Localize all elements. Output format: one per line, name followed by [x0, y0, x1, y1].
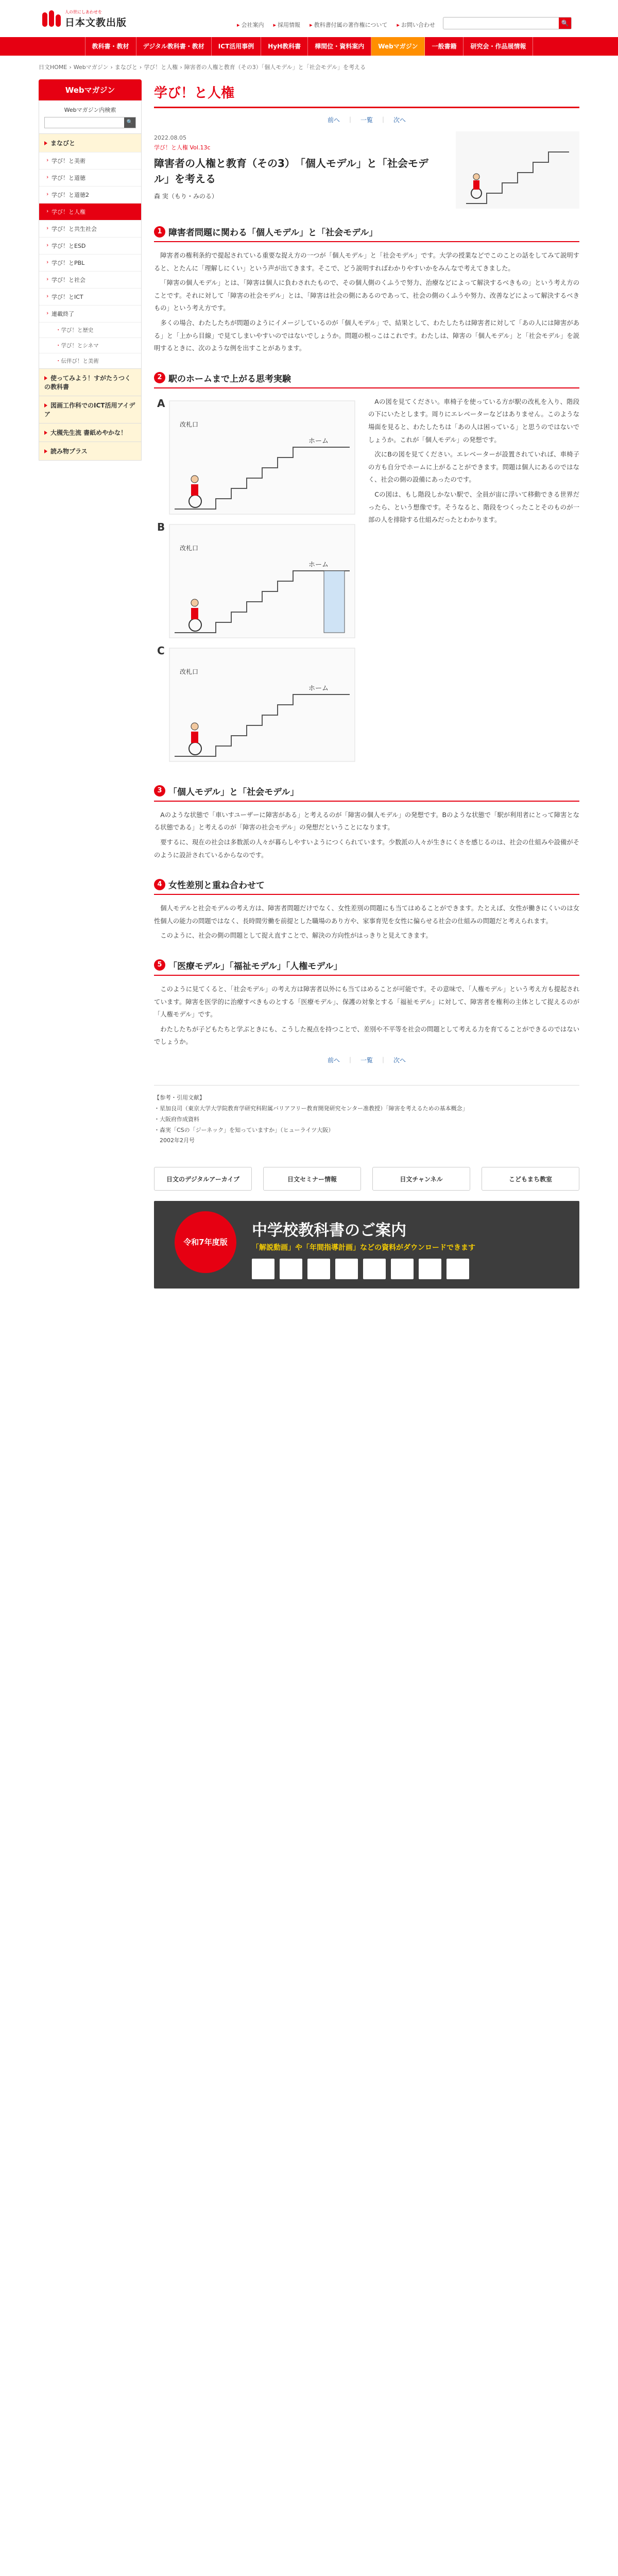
section-number: 2	[154, 372, 165, 383]
pager-next-link[interactable]: 次へ	[393, 1056, 406, 1064]
pager-list-link[interactable]: 一覧	[360, 116, 373, 124]
section-title: 駅のホームまで上がる思考実験	[168, 374, 291, 384]
sidebar-subitem[interactable]: ・ 伝伴び！と美術	[39, 353, 141, 368]
svg-text:改札口: 改札口	[180, 668, 199, 675]
header-link[interactable]: ▸ 会社案内	[237, 21, 264, 29]
textbook-badge: 令和7年度版	[175, 1211, 236, 1273]
article-title: 学び！と人権	[154, 79, 579, 108]
references-title: 【参考・引用文献】	[154, 1094, 205, 1101]
nav-item[interactable]: ICT活用事例	[212, 37, 261, 56]
breadcrumb-separator: ›	[110, 64, 113, 71]
sidebar-item[interactable]: › 学び！と美術	[39, 152, 141, 169]
article-series-link[interactable]: 学び！と人権 Vol.13c	[154, 144, 211, 151]
sidebar-search	[39, 100, 141, 133]
breadcrumb-separator: ›	[139, 64, 142, 71]
section-heading	[154, 785, 579, 802]
paragraph: このように、社会の側の問題として捉え直すことで、解決の方向性がはっきりと見えてきます。	[160, 932, 432, 940]
breadcrumb-item[interactable]: まなびと	[114, 64, 138, 71]
section-number: 4	[154, 879, 165, 890]
sidebar-item[interactable]: › 学び！と道徳	[39, 169, 141, 186]
article	[154, 79, 579, 1330]
breadcrumb-item: 障害者の人権と教育（その3）「個人モデル」と「社会モデル」を考える	[184, 64, 366, 71]
sidebar-category[interactable]: 図画工作科でのICT活用アイデア	[39, 396, 141, 423]
banner-seminar[interactable]: 日文セミナー情報	[263, 1167, 361, 1191]
article-author: 森 実（もり・みのる）	[154, 193, 218, 200]
header-link[interactable]: ▸ 教科書付属の著作権について	[310, 21, 387, 29]
article-pager-top: 前へ ｜ 一覧 ｜ 次へ	[327, 116, 406, 124]
section-heading	[154, 959, 579, 976]
paragraph: Cの図は、もし階段しかない駅で、全員が宙に浮いて移動できる世界だったら、という想像です。そうなると、階段をつくったことそのものが一部の人を排除する仕組みだったとわかります。	[368, 490, 579, 524]
site-header	[0, 0, 618, 37]
paragraph: 多くの場合、わたしたちが問題のようにイメージしているのが「個人モデル」で、結果として、わたしたちは障害者に対して「あの人には障害がある」と「上から目線」で見てしまいやすいのではないでしょうか。問題の根っこはこれです。わたしは、障害の「個人モデル」と「社会モデル」を説明するときに、次のような例を出すことがあります。	[154, 319, 579, 352]
site-logo[interactable]	[42, 9, 127, 29]
station-figure	[154, 396, 360, 767]
sidebar-item[interactable]: › 連載終了	[39, 305, 141, 322]
sidebar-title: Webマガジン	[39, 79, 142, 100]
nav-item[interactable]: デジタル教科書・教材	[136, 37, 212, 56]
section-number: 5	[154, 959, 165, 971]
sidebar-item[interactable]: › 学び！と共生社会	[39, 220, 141, 237]
logo-mark-icon	[42, 10, 62, 28]
breadcrumb-item[interactable]: 日文HOME	[39, 64, 67, 71]
article-pager-bottom: 前へ ｜ 一覧 ｜ 次へ	[327, 1056, 406, 1064]
nav-item[interactable]: 樺間位・資料案内	[308, 37, 371, 56]
breadcrumb-item[interactable]: 学び！と人権	[144, 64, 178, 71]
header-link[interactable]: ▸ 採用情報	[273, 21, 301, 29]
sidebar-search-input[interactable]	[45, 117, 124, 128]
nav-item[interactable]: Webマガジン	[371, 37, 425, 56]
banner-kids[interactable]: こどもまち教室	[482, 1167, 579, 1191]
pager-prev-link[interactable]: 前へ	[327, 1056, 340, 1064]
paragraph: このように見てくると、「社会モデル」の考え方は障害者以外にも当てはめることが可能です。その意味で、「人権モデル」という考え方も提起されています。障害を医学的に治療すべきものとする「医療モデル」、保護の対象とする「福祉モデル」に対して、障害者を権利の主体として捉えるのが「人権モデル」です。	[154, 985, 579, 1019]
pager-next-link[interactable]: 次へ	[393, 116, 406, 124]
svg-text:改札口: 改札口	[180, 420, 199, 428]
reference-item: 2002年2月号	[154, 1137, 195, 1144]
main-nav	[0, 37, 618, 56]
header-links	[237, 21, 435, 29]
paragraph: Aのような状態で「車いすユーザーに障害がある」と考えるのが「障害の個人モデル」の発想です。Bのような状態で「駅が利用者にとって障害となる状態である」と考えるのが「障害の社会モデル」の発想だということになります。	[154, 811, 579, 832]
sidebar-item[interactable]: › 学び！とESD	[39, 237, 141, 254]
nav-item[interactable]: 教科書・教材	[85, 37, 136, 56]
stairs-illustration	[456, 131, 579, 209]
site-search-input[interactable]	[443, 18, 559, 29]
logo-tagline: 人の世にしあわせを	[65, 10, 102, 14]
svg-text:ホーム: ホーム	[308, 437, 329, 445]
sidebar	[39, 79, 142, 1330]
section-title: 障害者問題に関わる「個人モデル」と「社会モデル」	[168, 228, 378, 238]
textbook-banner-title: 中学校教科書のご案内	[252, 1222, 406, 1240]
section-title: 「個人モデル」と「社会モデル」	[168, 787, 299, 798]
banner-digital-archive[interactable]: 日文のデジタルアーカイブ	[154, 1167, 252, 1191]
textbook-covers	[252, 1259, 469, 1279]
sidebar-item[interactable]: › 学び！と人権	[39, 203, 141, 220]
svg-text:ホーム: ホーム	[308, 561, 329, 569]
textbook-banner-subtitle: 「解説動画」や「年間指導計画」などの資料がダウンロードできます	[252, 1244, 475, 1252]
sidebar-item[interactable]: › 学び！とICT	[39, 288, 141, 305]
search-button[interactable]: 🔍	[559, 18, 571, 29]
header-link[interactable]: ▸ お問い合わせ	[397, 21, 435, 29]
sidebar-subitem[interactable]: ・ 学び！と歴史	[39, 322, 141, 337]
breadcrumb-separator: ›	[69, 64, 72, 71]
nav-item[interactable]: HyH教科書	[261, 37, 308, 56]
breadcrumb	[39, 63, 579, 73]
figure-label: B	[157, 520, 165, 533]
section-number: 3	[154, 785, 165, 796]
reference-item: ・森実「CSの「ジーネック」を知っていますか」（ヒューライツ大阪）	[154, 1126, 334, 1133]
sidebar-category[interactable]: 読み物プラス	[39, 442, 141, 460]
section-number: 1	[154, 226, 165, 238]
section-heading	[154, 371, 579, 388]
nav-item[interactable]: 研究会・作品展情報	[464, 37, 533, 56]
reference-item: ・星加良司（東京大学大学院教育学研究科附属バリアフリー教育開発研究センター准教授）「障害を考えるための基本概念」	[154, 1105, 468, 1112]
breadcrumb-separator: ›	[180, 64, 182, 71]
sidebar-category[interactable]: 使ってみよう！すがたうつくの教科書	[39, 368, 141, 396]
section-title: 女性差別と重ね合わせて	[168, 880, 265, 891]
paragraph: 個人モデルと社会モデルの考え方は、障害者問題だけでなく、女性差別の問題にも当てはめることができます。たとえば、女性が働きにくいのは女性個人の能力の問題ではなく、長時間労働を前提とした職場のあり方や、家事育児を女性に偏らせる社会の仕組みの問題だと考えられます。	[154, 905, 579, 925]
nav-item[interactable]: 一般書籍	[425, 37, 464, 56]
section-heading	[154, 878, 579, 895]
paragraph: 次にBの図を見てください。エレベーターが設置されていれば、車椅子の方も自分でホームに上がることができます。問題は個人にあるのではなく、社会の側の設備にあったのです。	[368, 451, 579, 484]
paragraph: 「障害の個人モデル」とは、「障害は個人に負わされたもので、その個人側のくふうで努力、治療などによって解決するべきもの」という考え方のことです。それに対して「障害の社会モデル」とは、「障害は社会の側にあるのであって、社会の側のくふうや努力、改善などによって解決するべきもの」という考え方です。	[154, 279, 579, 312]
svg-text:改札口: 改札口	[180, 544, 199, 552]
footer-banners	[154, 1167, 579, 1191]
site-search	[443, 17, 572, 29]
references	[154, 1085, 579, 1146]
textbook-banner[interactable]	[154, 1201, 579, 1289]
section-heading	[154, 225, 579, 242]
section-title: 「医療モデル」「福祉モデル」「人権モデル」	[168, 961, 342, 972]
logo-name: 日本文教出版	[65, 17, 127, 28]
article-date: 2022.08.05	[154, 134, 186, 141]
svg-text:ホーム: ホーム	[308, 684, 329, 692]
figure-label: A	[157, 397, 165, 410]
sidebar-item[interactable]: › 学び！と社会	[39, 271, 141, 288]
pager-list-link[interactable]: 一覧	[360, 1056, 373, 1064]
sidebar-subitem[interactable]: ・ 学び！とシネマ	[39, 337, 141, 353]
sidebar-nav	[39, 133, 141, 460]
reference-item: ・大阪府作成資料	[154, 1115, 199, 1123]
paragraph: 障害者の権利条約で提起されている重要な捉え方の一つが「個人モデル」と「社会モデル」です。大学の授業などでこのことの話をしてみて説明すると、とたんに「理解しにくい」という声が出てきます。そこで、どう説明すればわかりやすいかをみんなで考えてきました。	[154, 252, 579, 272]
pager-prev-link[interactable]: 前へ	[327, 116, 340, 124]
sidebar-search-label: Webマガジン内検索	[64, 107, 116, 113]
sidebar-search-button[interactable]: 🔍	[124, 117, 135, 128]
sidebar-item[interactable]: › 学び！と道徳2	[39, 186, 141, 203]
article-subtitle: 障害者の人権と教育（その3） 「個人モデル」と「社会モデル」を考える	[154, 157, 428, 185]
banner-channel[interactable]: 日文チャンネル	[372, 1167, 470, 1191]
paragraph: Aの図を見てください。車椅子を使っている方が駅の改札を入り、階段の下にいたとします。周りにエレベーターなどはありません。このような場面を見ると、わたしたちは「あの人は困っている」と思うのではないでしょうか。これが「個人モデル」の発想です。	[368, 398, 579, 444]
breadcrumb-item[interactable]: Webマガジン	[73, 64, 109, 71]
sidebar-item[interactable]: › 学び！とPBL	[39, 254, 141, 271]
figure-label: C	[157, 644, 165, 657]
sidebar-category[interactable]: 大槻先生流 書紙めやかな！	[39, 423, 141, 442]
figure-wrap	[154, 396, 579, 768]
paragraph: 要するに、現在の社会は多数派の人々が暮らしやすいようにつくられています。少数派の人々が生きにくさを感じるのは、社会の仕組みや設備がそのように設計されているからなのです。	[154, 838, 579, 859]
sidebar-category[interactable]: まなびと	[39, 133, 141, 152]
paragraph: わたしたちが子どもたちと学ぶときにも、こうした視点を持つことで、差別や不平等を社会の問題として考える力を育てることができるのではないでしょうか。	[154, 1025, 579, 1046]
